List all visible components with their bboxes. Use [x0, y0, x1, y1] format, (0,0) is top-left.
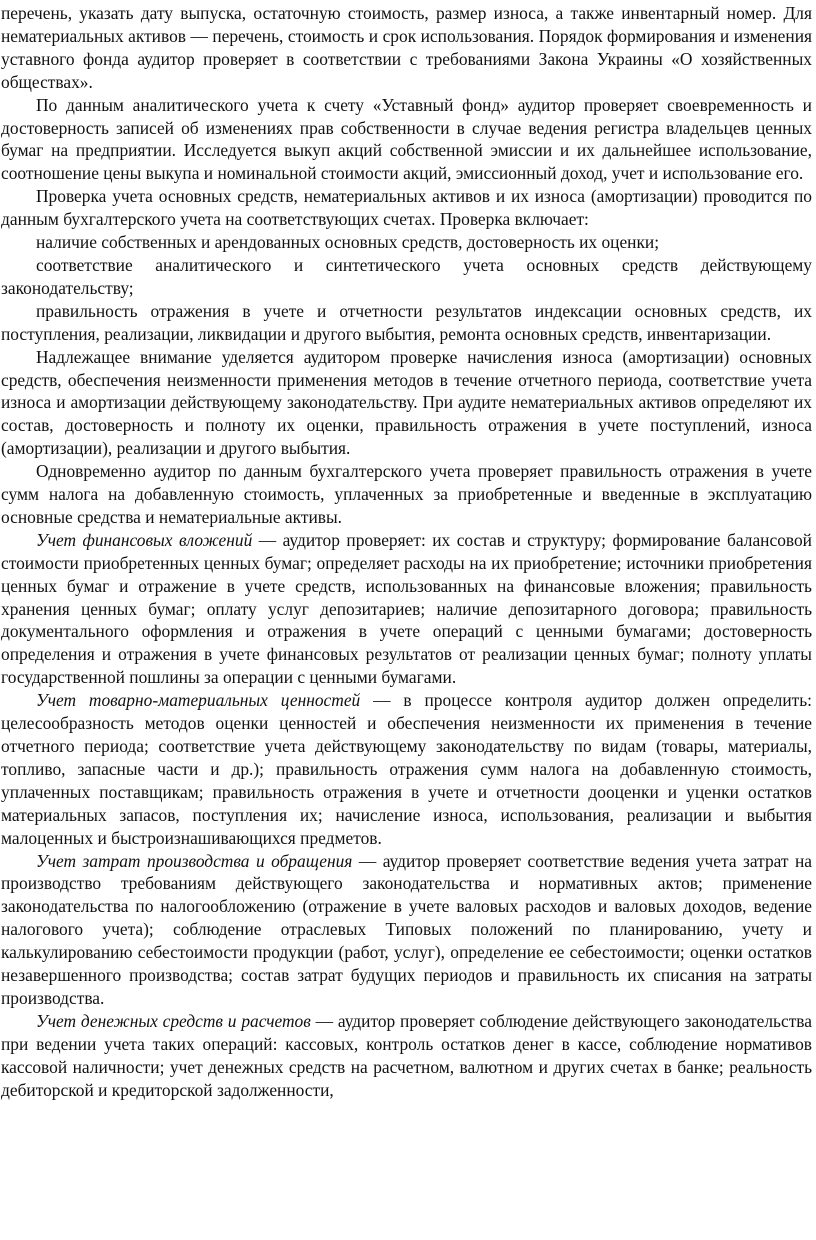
- paragraph-text: правильность отражения в учете и отчетности результатов индексации основных средств, их поступления, реализации, ликвидации и другого выбытия, ремонта основных средств, инвентаризации.: [1, 300, 812, 344]
- paragraph-text: наличие собственных и арендованных основных средств, достоверность их оценки;: [36, 232, 660, 253]
- paragraph-text: — в процессе контроля аудитор должен определить: целесообразность методов оценки ценностей и обеспечения неизменности их применения в течение отчетного периода; соответствие учета действующему законодательству по видам (товары, материалы, топливо, запасные части и др.); правильность отражения сумм налога на добавленную стоимость, уплаченных поставщикам; правильность отражения в учете и отчетности дооценки и уценки остатков материальных запасов, поступления их; начисление износа, использования, реализации и выбытия малоценных и быстроизнашивающихся предметов.: [1, 690, 812, 848]
- section-financial-investments: [1, 529, 812, 689]
- section-term: Учет денежных средств и расчетов: [36, 1010, 311, 1031]
- paragraph-2: [1, 94, 812, 186]
- paragraph-text: — аудитор проверяет: их состав и структуру; формирование балансовой стоимости приобретенных ценных бумаг; определяет расходы на их приобретение; источники приобретения ценных бумаг и отражение в учете средств, использованных на финансовые вложения; правильность хранения ценных бумаг; оплату услуг депозитариев; наличие депозитарного договора; правильность документального оформления и отражения в учете операций с ценными бумагами; достоверность определения и отражения в учете финансовых результатов от реализации ценных бумаг; полноту уплаты государственной пошлины за операции с ценными бумагами.: [1, 529, 812, 688]
- paragraph-text: перечень, указать дату выпуска, остаточную стоимость, размер износа, а также инвентарный номер. Для нематериальных активов — перечень, стоимость и срок использования. Порядок формирования и изменения уставного фонда аудитор проверяет в соответствии с требованиями Закона Украины «О хозяйственных обществах».: [1, 3, 812, 92]
- paragraph-1: [1, 2, 812, 94]
- section-term: Учет товарно-материальных ценностей: [36, 690, 361, 711]
- section-term: Учет финансовых вложений: [36, 529, 253, 550]
- section-inventory: [1, 689, 812, 849]
- section-term: Учет затрат производства и обращения: [36, 850, 353, 871]
- list-item-2: [1, 254, 812, 300]
- paragraph-3: [1, 185, 812, 231]
- paragraph-text: Проверка учета основных средств, нематериальных активов и их износа (амортизации) проводится по данным бухгалтерского учета на соответствующих счетах. Проверка включает:: [1, 186, 812, 230]
- paragraph-text: соответствие аналитического и синтетического учета основных средств действующему законодательству;: [1, 254, 812, 298]
- paragraph-4: [1, 346, 812, 461]
- list-item-3: [1, 300, 812, 346]
- paragraph-text: Одновременно аудитор по данным бухгалтерского учета проверяет правильность отражения в учете сумм налога на добавленную стоимость, уплаченных за приобретенные и введенные в эксплуатацию основные средства и нематериальные активы.: [1, 461, 812, 527]
- paragraph-text: Надлежащее внимание уделяется аудитором проверке начисления износа (амортизации) основных средств, обеспечения неизменности применения методов в течение отчетного периода, соответствие учета износа и амортизации действующему законодательству. При аудите нематериальных активов определяют их состав, достоверность и полноту их оценки, правильность отражения в учете поступлений, износа (амортизации), реализации и другого выбытия.: [1, 346, 812, 459]
- section-cash-settlements: [1, 1010, 812, 1102]
- paragraph-text: По данным аналитического учета к счету «Уставный фонд» аудитор проверяет своевременность и достоверность записей об изменениях прав собственности в случае ведения регистра владельцев ценных бумаг на предприятии. Исследуется выкуп акций собственной эмиссии и их дальнейшее использование, соотношение цены выкупа и номинальной стоимости акций, эмиссионный доход, учет и использование его.: [1, 94, 812, 184]
- list-item-1: [1, 231, 812, 254]
- paragraph-5: [1, 460, 812, 529]
- paragraph-text: — аудитор проверяет соблюдение действующего законодательства при ведении учета таких операций: кассовых, контроль остатков денег в кассе, соблюдение нормативов кассовой наличности; учет денежных средств на расчетном, валютном и других счетах в банке; реальность дебиторской и кредиторской задолженности,: [1, 1010, 813, 1100]
- paragraph-text: — аудитор проверяет соответствие ведения учета затрат на производство требованиям действующего законодательства и нормативных актов; применение законодательства по налогообложению (отражение в учете валовых расходов и валовых доходов, ведение налогового учета); соблюдение отраслевых Типовых положений по планированию, учету и калькулированию себестоимости продукции (работ, услуг), определение ее себестоимости; оценки остатков незавершенного производства; состав затрат будущих периодов и правильность их списания на затраты производства.: [1, 850, 812, 1008]
- section-production-costs: [1, 850, 812, 1010]
